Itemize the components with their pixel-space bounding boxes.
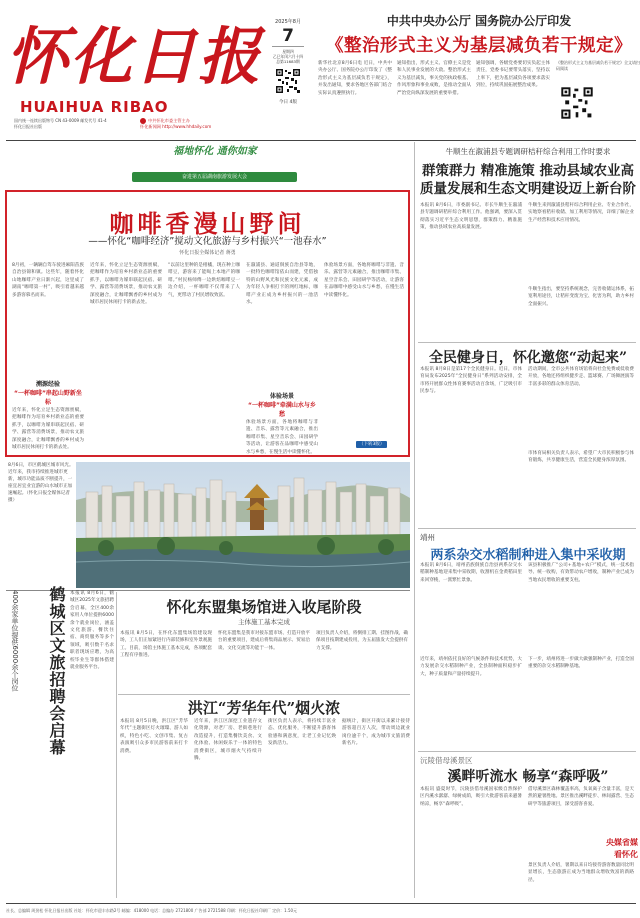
feature-column-text: 在溆浦县、通道侗族自治县等地，一批特色咖啡馆依山而建，凭借独特的山野风光和民族文化元素，成为年轻人争相打卡的网红地标，咖啡产业正成为乡村振兴的一池活水。 xyxy=(246,263,318,306)
feature-section-sub: “一杯咖啡”牵满山水与乡愁 xyxy=(248,402,316,418)
brand-logo-line1: 央媒省媒 xyxy=(606,837,638,847)
date-pages: 今日 4版 xyxy=(278,99,298,105)
right4-title[interactable]: 溪畔听流水 畅享“森呼吸” xyxy=(447,769,609,785)
story2-column: 本报讯 8月5日晚，洪江区“芳华年代”主题街区灯火璀璨、游人如织，特色小吃、文创市集、复古表演吸引众多市民游客前来打卡消费。 xyxy=(120,719,188,754)
right3-column: 该县积极推广“公司+基地+农户”模式，统一技术指导、统一收购，有效带动农户增收，制种产业已成为当地农民增收的重要支柱。 xyxy=(528,563,634,583)
story1-subtitle: 主体施工基本完成 xyxy=(238,618,290,626)
left-story-body: 本报讯 8月6日，鹤城区2025年文旅招聘会启幕，全区400余家用人单位提供6000余个就业岗位，涵盖文化旅游、餐饮住宿、商贸服务等多个领域，吸引数千名求职者现场应聘，为高校毕业生等群体搭建就业服务平台。 xyxy=(70,591,114,671)
photo-caption: 8月6日，市区鹤城区城市风光。近年来，我市持续推进城市更新，城市功能品质不断提升，一座宜居宜业宜游的山水城市正加速崛起。（怀化日报全媒体记者 摄） xyxy=(8,463,74,503)
feature-byline: 怀化日报全媒体记者 蒋勇 xyxy=(179,250,236,256)
top-story-col: 通知强调，各级党委要切实负起主体责任，党委书记要带头落实，坚持以上率下，把为基层减负各项要求落实到位，持续巩固拓展整治成果。 xyxy=(476,61,550,89)
story2-column: 街区负责人表示，将持续丰富业态、优化服务，不断提升游客体验感和满意度，让老工业记忆焕发新活力。 xyxy=(268,719,336,747)
right3-column: 本报讯 8月6日，靖州苗族侗族自治县两系杂交水稻制种基地迎来集中采收期，收割机在金黄稻田里来回穿梭，一派繁忙景象。 xyxy=(420,563,522,583)
date-weekday: 星期四 xyxy=(282,49,294,54)
right1-title[interactable]: 群策群力 精准施策 推动县域农业高质量发展和生态文明建设迈上新台阶 xyxy=(420,163,636,197)
feature-banner: 奋进第五届湖南旅游发展大会 xyxy=(132,172,297,182)
feature-column: 近年来，怀化立足生态资源禀赋，把咖啡作为培育乡村新业态的重要抓手，以咖啡为媒串联起民宿、研学、露营等消费场景，推动农文旅深度融合，让咖啡飘香的乡村成为城市居民休闲打卡的新去处。 xyxy=(90,263,162,306)
city-skyline-photo xyxy=(76,462,410,588)
right3-title[interactable]: 两系杂交水稻制种进入集中采收期 xyxy=(430,548,626,563)
publisher-name: 中共怀化市委主管主办 xyxy=(148,118,190,123)
feature-column xyxy=(12,262,84,450)
right1-column: 牛顺生指出，要坚持系统观念，完善收储运体系，拓宽利用途径，让秸秆变废为宝、化害为利，助力乡村全面振兴。 xyxy=(528,287,634,307)
section-divider xyxy=(418,751,636,752)
story1-column: 本报讯 8月5日，在怀化东盟集场馆建设现场，工人们正加紧进行内部装修和室外景观施工。目前，场馆主体施工基本完成，各项配套工程有序推进。 xyxy=(120,631,212,659)
section-divider xyxy=(118,694,410,695)
right4-column: 本报讯 盛夏时节，沅陵县借母溪国家级自然保护区内溪水潺潺、绿树成荫，吸引大批游客前来避暑纳凉，畅享“森呼吸”。 xyxy=(420,787,522,807)
brand-logo-line2: 看怀化 xyxy=(614,849,638,859)
right1-kicker: 牛顺生在溆浦县专题调研桔秆综合利用工作时要求 xyxy=(445,147,611,156)
date-lunar: 乙巳年闰六月十四 xyxy=(272,54,304,60)
right2-title[interactable]: 全民健身日，怀化邀您“动起来” xyxy=(428,350,628,366)
right2-column: 市体育局相关负责人表示，希望广大市民积极参与体育锻炼，共享健康生活，营造全民健身浓厚氛围。 xyxy=(528,451,634,464)
feature-section-head: 溯源经验 xyxy=(35,381,60,388)
right4-column: 借母溪景区森林覆盖率高，负氧离子含量丰富，是天然的避暑胜地。景区推出溪畔徒步、林间露营、生态研学等旅游项目，深受游客喜爱。 xyxy=(528,787,634,807)
footer-divider xyxy=(6,903,636,904)
story2-title[interactable]: 洪江“芳华年代”烟火浓 xyxy=(187,699,341,717)
right1-column: 本报讯 8月6日，市委副书记、市长牛顺生在溆浦县专题调研秸秆综合利用工作。他强调，要深入贯彻落实习近平生态文明思想，群策群力、精准施策，推动县域农业高质量发展。 xyxy=(420,203,522,231)
column-divider xyxy=(414,142,415,898)
feature-subtitle: ——怀化“咖啡经济”搅动文化旅游与乡村振兴“一池春水” xyxy=(88,236,327,247)
feature-column-text: 体验场景方面，各地将咖啡与非遗、音乐、露营等元素融合，推出咖啡市集、星空音乐会、田园研学等活动，让游客在品咖啡中感受山水与乡愁，在慢生活中读懂怀化。 xyxy=(246,420,318,455)
publisher-line: 怀化日报社出版 xyxy=(14,124,42,129)
masthead-info xyxy=(14,118,264,130)
date-year-month: 2025年8月 xyxy=(275,19,301,25)
left-story-title[interactable]: 鹤城区文旅招聘会启幕 xyxy=(47,586,66,756)
left-story-subtitle: 400余家单位提供6000余个岗位 xyxy=(11,590,19,692)
top-story-col: 通知指出，形式主义、官僚主义是党和人民事业发展的大敌。整治形式主义为基层减负，事关党的执政根基、作风形象和事业成败，是推动全面从严治党向纵深发展的重要举措。 xyxy=(397,61,471,96)
top-story-kicker: 中共中央办公厅 国务院办公厅印发 xyxy=(386,14,572,28)
section-divider xyxy=(418,528,636,529)
story1-column: 怀化东盟集是我市对接东盟市场、打造开放平台的重要项目，建成后将集商品展示、贸易洽谈、文化交流等功能于一体。 xyxy=(218,631,310,651)
story2-column: 据统计，街区开街以来累计接待游客超百万人次，带动周边就业岗位逾千个，成为城市文旅消费新名片。 xyxy=(342,719,410,747)
feature-section-head: 体验场景 xyxy=(269,393,294,400)
top-story-body xyxy=(318,60,550,138)
right4-column: 景区负责人介绍，暑期以来日均接待游客数量同比明显增长，生态旅游正成为当地群众增收致富的新路径。 xyxy=(528,863,634,883)
feature-title[interactable]: 咖啡香漫山野间 xyxy=(109,209,306,238)
date-issue: 总第11683期 xyxy=(276,59,300,65)
date-day: 7 xyxy=(272,26,304,47)
right3-column: 近年来，靖州依托良好的气候条件和技术优势，大力发展杂交水稻制种产业，全县制种面积稳步扩大，种子质量和产量持续提升。 xyxy=(420,657,522,677)
right3-kicker: 靖州 xyxy=(420,533,435,542)
continue-badge[interactable]: （下转3版） xyxy=(356,441,387,448)
top-story-col: 新华社北京8月6日电 近日，中共中央办公厅、国务院办公厅印发了《整治形式主义为基层减负若干规定》，并发出通知，要求各地区各部门结合实际认真遵照执行。 xyxy=(318,61,392,96)
publisher-url[interactable]: 怀化新闻网 http://www.hhdaily.com xyxy=(140,124,212,129)
header-divider xyxy=(6,140,636,141)
masthead-pinyin: HUAIHUA RIBAO xyxy=(20,98,169,116)
story1-column: 项目负责人介绍，将倒排工期、挂图作战，确保项目按期建成投用，为五届旅发大会提供有力支撑。 xyxy=(316,631,408,651)
feature-column-text: 8月初，一辆辆自驾车驶进麻阳苗族自治县锦和镇。这些年，随着怀化山地咖啡产业日渐兴起，这里成了湖南“咖啡第一村”，吸引着越来越多游客慕名而来。 xyxy=(12,263,84,298)
section-divider xyxy=(418,342,636,343)
date-box xyxy=(266,14,310,134)
feature-section-sub: “一杯咖啡”串起山野新坐标 xyxy=(14,390,82,406)
feature-column: 体验场景方面，各地将咖啡与非遗、音乐、露营等元素融合，推出咖啡市集、星空音乐会、田园研学等活动，让游客在品咖啡中感受山水与乡愁，在慢生活中读懂怀化。 xyxy=(324,263,404,298)
brand-logo[interactable] xyxy=(568,836,638,860)
top-story-headline[interactable]: 《整治形式主义为基层减负若干规定》 xyxy=(326,36,632,56)
feature-slogan: 福地怀化 通你如家 xyxy=(173,146,257,157)
right3-column: 下一步，靖州将进一步做大做强制种产业，打造全国重要的杂交水稻制种基地。 xyxy=(528,657,634,670)
footer-info: 社长、总编辑 周劲松 怀化日报社出版 社址：怀化市迎丰东路2号 邮编：418000 电话：总编办 2721800 广告部 2721588 印刷：怀化日报社印刷厂 定价：1.50元 xyxy=(6,908,298,913)
qr-code-icon[interactable] xyxy=(275,68,301,94)
feature-column: “以前这里种的是柑橘，现在种上咖啡豆，游客来了能喝上本地产的咖啡。”村民杨师傅一边烘焙咖啡豆一边介绍，一杯咖啡不仅带来了人气，更带动了村民增收致富。 xyxy=(168,263,240,298)
right1-column: 牛顺生来到溆浦县秸秆综合利用企业、专业合作社，实地察看秸秆收储、加工利用等情况，详细了解企业生产经营和技术应用情况。 xyxy=(528,203,634,223)
story1-title[interactable]: 怀化东盟集场馆进入收尾阶段 xyxy=(166,598,362,616)
qr-code-icon[interactable] xyxy=(560,86,594,120)
issn-line: 国内统一连续出版物号 CN 43-0009 邮发代号 41-4 xyxy=(14,118,107,123)
masthead-logo: 怀化日报 xyxy=(6,20,263,93)
right2-column: 本报讯 8月8日是第17个全民健身日。近日，市体育局发布2025年“全民健身日”系列活动安排，全市将开展群众性体育赛事活动百余场，广泛吸引市民参与。 xyxy=(420,367,522,395)
column-divider xyxy=(116,592,117,898)
story2-column: 近年来，洪江区深挖工业遗存文化资源，对老厂房、老街巷进行改造提升，打造集餐饮美食、文化体验、休闲娱乐于一体的特色消费街区，城市烟火气持续升腾。 xyxy=(194,719,262,762)
feature-column-text: 近年来，怀化立足生态资源禀赋，把咖啡作为培育乡村新业态的重要抓手，以咖啡为媒串联起民宿、研学、露营等消费场景，推动农文旅深度融合，让咖啡飘香的乡村成为城市居民休闲打卡的新去处。 xyxy=(12,408,84,451)
masthead-publisher xyxy=(140,118,211,130)
top-story-qr-caption: 《整治形式主义为基层减负若干规定》全文请扫码阅读 xyxy=(556,60,640,71)
right2-column: 活动期间，全市公共体育场馆将向社会免费或低收费开放，各地还将组织健步走、篮球赛、广场舞展演等丰富多彩的群众体育活动。 xyxy=(528,367,634,387)
feature-column xyxy=(246,262,318,455)
right4-kicker: 沅陵借母溪景区 xyxy=(420,756,473,765)
